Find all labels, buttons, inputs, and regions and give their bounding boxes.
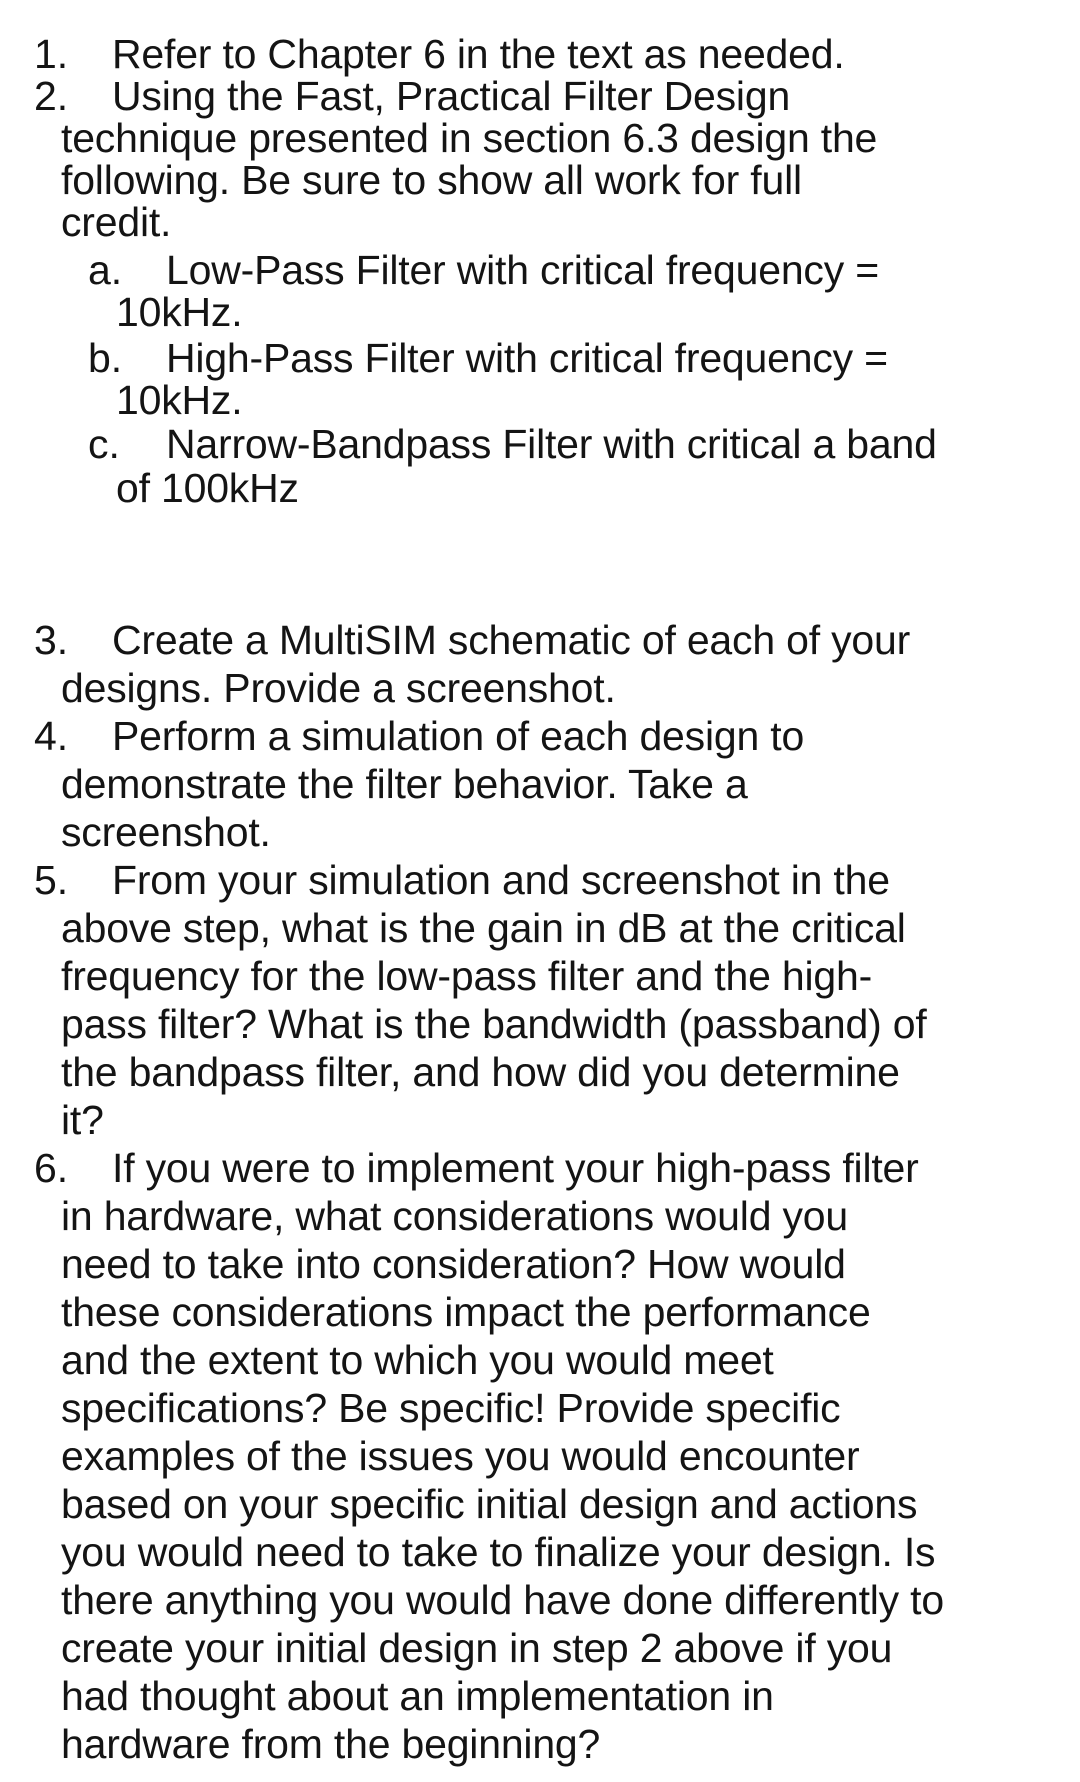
item-3-line-1: Create a MultiSIM schematic of each of your: [112, 617, 911, 663]
subitem-c-letter: c.: [88, 421, 120, 467]
item-3-number: 3.: [34, 617, 69, 663]
item-5-line-3: frequency for the low-pass filter and the high-: [61, 953, 873, 999]
subitem-c-line-1: Narrow-Bandpass Filter with critical a band: [166, 421, 937, 467]
item-2-number: 2.: [34, 73, 69, 119]
item-6-line-2: in hardware, what considerations would you: [61, 1193, 848, 1239]
item-4-line-2: demonstrate the filter behavior. Take a: [61, 761, 748, 807]
item-6-line-11: create your initial design in step 2 above if you: [61, 1625, 893, 1671]
item-5-number: 5.: [34, 857, 69, 903]
item-5-line-6: it?: [61, 1097, 104, 1143]
item-6-line-4: these considerations impact the performance: [61, 1289, 871, 1335]
item-6-line-9: you would need to take to finalize your design. Is: [61, 1529, 936, 1575]
item-1-line-1: Refer to Chapter 6 in the text as needed.: [112, 31, 845, 77]
subitem-a-letter: a.: [88, 247, 123, 293]
subitem-a-line-2: 10kHz.: [116, 289, 243, 335]
item-5-line-1: From your simulation and screenshot in the: [112, 857, 890, 903]
subitem-b-letter: b.: [88, 335, 123, 381]
item-6-line-10: there anything you would have done differently to: [61, 1577, 944, 1623]
item-2-line-1: Using the Fast, Practical Filter Design: [112, 73, 791, 119]
item-6-number: 6.: [34, 1145, 69, 1191]
item-4-line-3: screenshot.: [61, 809, 271, 855]
item-2-line-3: following. Be sure to show all work for full: [61, 157, 802, 203]
item-2-line-4: credit.: [61, 199, 172, 245]
subitem-c-line-2: of 100kHz: [116, 465, 299, 511]
item-6-line-7: examples of the issues you would encounter: [61, 1433, 860, 1479]
item-4-line-1: Perform a simulation of each design to: [112, 713, 805, 759]
subitem-b-line-1: High-Pass Filter with critical frequency =: [166, 335, 888, 381]
item-6-line-5: and the extent to which you would meet: [61, 1337, 774, 1383]
item-6-line-8: based on your specific initial design and actions: [61, 1481, 918, 1527]
item-3-line-2: designs. Provide a screenshot.: [61, 665, 616, 711]
item-5-line-4: pass filter? What is the bandwidth (passband) of: [61, 1001, 927, 1047]
item-1-number: 1.: [34, 31, 69, 77]
item-5-line-5: the bandpass filter, and how did you determine: [61, 1049, 900, 1095]
item-6-line-1: If you were to implement your high-pass filter: [112, 1145, 919, 1191]
item-6-line-12: had thought about an implementation in: [61, 1673, 774, 1719]
item-2-line-2: technique presented in section 6.3 design the: [61, 115, 878, 161]
item-5-line-2: above step, what is the gain in dB at the critical: [61, 905, 906, 951]
subitem-a-line-1: Low-Pass Filter with critical frequency =: [166, 247, 879, 293]
item-4-number: 4.: [34, 713, 69, 759]
subitem-b-line-2: 10kHz.: [116, 377, 243, 423]
item-6-line-13: hardware from the beginning?: [61, 1721, 601, 1767]
item-6-line-3: need to take into consideration? How would: [61, 1241, 846, 1287]
item-6-line-6: specifications? Be specific! Provide specific: [61, 1385, 841, 1431]
